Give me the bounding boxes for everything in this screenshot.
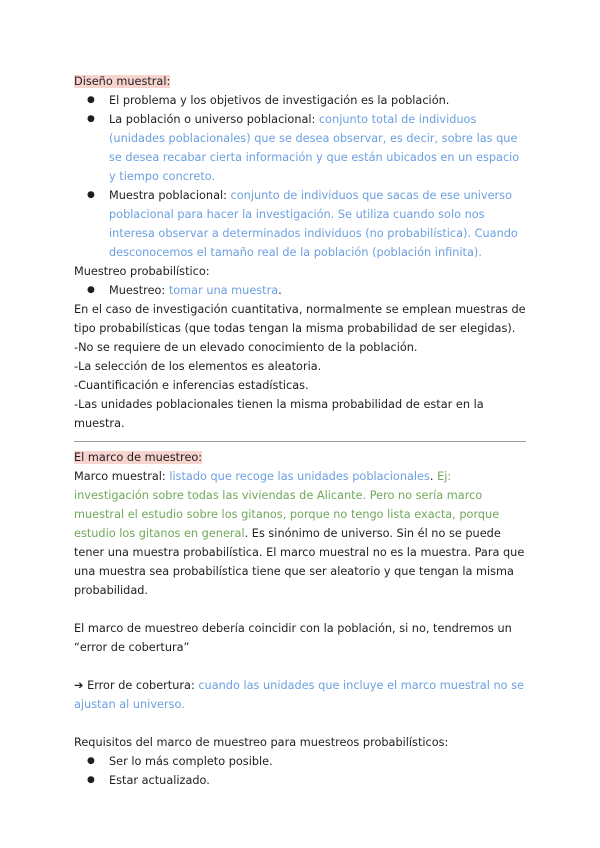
dash-line: -Las unidades poblacionales tienen la misma probabilidad de estar en la muestra. bbox=[74, 398, 484, 430]
paragraph: En el caso de investigación cuantitativa, normalmente se emplean muestras de tipo probabilísticas (que todas tengan la misma probabilidad de ser elegidas). bbox=[74, 303, 526, 335]
list-item: ● El problema y los objetivos de investigación es la población. bbox=[74, 91, 526, 110]
section-heading-muestreo: Muestreo probabilístico: bbox=[74, 265, 210, 278]
dash-line: -No se requiere de un elevado conocimiento de la población. bbox=[74, 341, 418, 354]
document-page bbox=[74, 72, 526, 790]
paragraph: El marco de muestreo debería coincidir con la población, si no, tendremos un “error de cobertura” bbox=[74, 622, 512, 654]
muestreo-list bbox=[74, 281, 526, 300]
list-item: ● Estar actualizado. bbox=[74, 771, 526, 790]
arrow-icon: ➔ bbox=[74, 679, 88, 692]
dash-line: -Cuantificación e inferencias estadísticas. bbox=[74, 379, 309, 392]
list-item: ● Muestreo: tomar una muestra. bbox=[74, 281, 526, 300]
section-heading-marco: El marco de muestreo: bbox=[74, 451, 203, 464]
paragraph: Requisitos del marco de muestreo para muestreos probabilísticos: bbox=[74, 736, 449, 749]
diseno-list bbox=[74, 91, 526, 262]
dash-line: -La selección de los elementos es aleatoria. bbox=[74, 360, 322, 373]
list-item: ● Ser lo más completo posible. bbox=[74, 752, 526, 771]
section-heading-diseno: Diseño muestral: bbox=[74, 75, 171, 88]
spacer bbox=[74, 600, 526, 619]
paragraph: Marco muestral: listado que recoge las unidades poblacionales. Ej: investigación sobre todas las viviendas de Alicante. Pero no sería marco muestral el estudio sobre los gitanos, porque no tengo lista exacta, porque estudio los gitanos en general. Es sinónimo de universo. Sin él no se puede tener una muestra probabilística. El marco muestral no es la muestra. Para que una muestra sea probabilística tiene que ser aleatorio y que tengan la misma probabilidad. bbox=[74, 470, 525, 597]
list-item: ● La población o universo poblacional: conjunto total de individuos (unidades poblacionales) que se desea observar, es decir, sobre las que se desea recabar cierta información y que están ubicados en un espacio y tiempo concreto. bbox=[74, 110, 526, 186]
requisitos-list bbox=[74, 752, 526, 790]
spacer bbox=[74, 714, 526, 733]
paragraph: ➔ Error de cobertura: cuando las unidades que incluye el marco muestral no se ajustan al universo. bbox=[74, 679, 525, 711]
spacer bbox=[74, 657, 526, 676]
divider bbox=[74, 441, 526, 442]
list-item: ● Muestra poblacional: conjunto de individuos que sacas de ese universo poblacional para hacer la investigación. Se utiliza cuando solo nos interesa observar a determinados individuos (no probabilística). Cuando desconocemos el tamaño real de la población (población infinita). bbox=[74, 186, 526, 262]
